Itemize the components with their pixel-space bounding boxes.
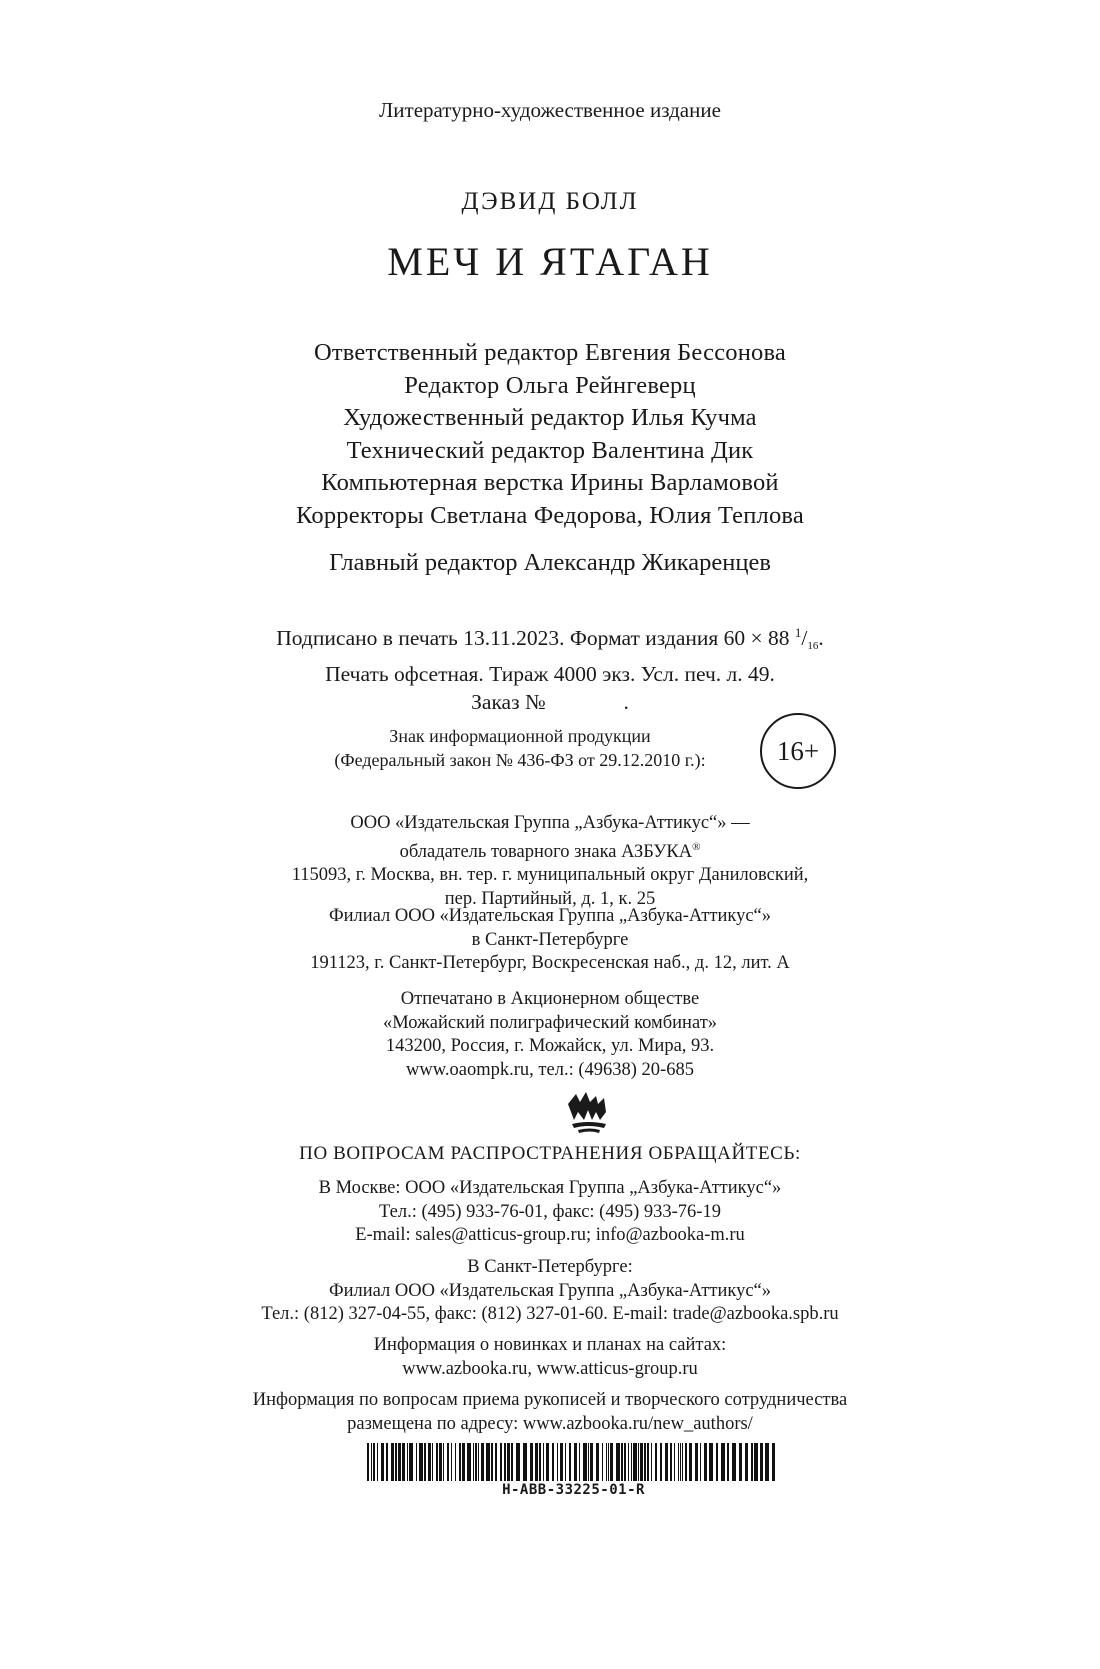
barcode-bar xyxy=(391,1443,394,1481)
branch-block xyxy=(0,905,1100,976)
barcode-bar xyxy=(424,1443,426,1481)
print-format-line: Подписано в печать 13.11.2023. Формат издания 60 × 88 $^1/_{16}$. xyxy=(276,625,824,653)
book-title: МЕЧ И ЯТАГАН xyxy=(387,239,713,284)
barcode-bar xyxy=(660,1443,662,1481)
barcode-bar xyxy=(616,1443,620,1481)
trademark-line xyxy=(0,836,1100,865)
distribution-heading: ПО ВОПРОСАМ РАСПРОСТРАНЕНИЯ ОБРАЩАЙТЕСЬ: xyxy=(299,1143,801,1164)
barcode-bar xyxy=(628,1443,629,1481)
chief-editor: Главный редактор Александр Жикаренцев xyxy=(329,549,771,576)
barcode-bar xyxy=(739,1443,742,1481)
barcode-bar xyxy=(588,1443,589,1481)
barcode-bar xyxy=(606,1443,607,1481)
barcode-bar xyxy=(704,1443,707,1481)
age-rating-badge: 16+ xyxy=(760,713,836,789)
barcode-bar xyxy=(610,1443,613,1481)
branch-city: в Санкт-Петербурге xyxy=(471,929,629,950)
order-label: Заказ № xyxy=(471,690,546,715)
branch-name: Филиал ООО «Издательская Группа „Азбука-Аттикус“» xyxy=(328,906,772,926)
printer-line: Отпечатано в Акционерном обществе xyxy=(400,989,700,1009)
barcode-bar xyxy=(560,1443,563,1481)
moscow-line: В Москве: ООО «Издательская Группа „Азбука-Аттикус“» xyxy=(318,1178,782,1198)
printer-contact: www.oaompk.ru, тел.: (49638) 20-685 xyxy=(406,1059,694,1080)
barcode-bar xyxy=(583,1443,587,1481)
barcode-bar xyxy=(407,1443,408,1481)
barcode-bar xyxy=(557,1443,558,1481)
spb-contact: Тел.: (812) 327-04-55, факс: (812) 327-01-60. E-mail: trade@azbooka.spb.ru xyxy=(261,1304,839,1324)
format-fraction-denominator: 16 xyxy=(807,640,819,653)
barcode-bar xyxy=(516,1443,520,1481)
barcode-bar xyxy=(371,1443,372,1481)
barcode-bar xyxy=(419,1443,423,1481)
barcode-bar xyxy=(665,1443,668,1481)
printer-name: «Можайский полиграфический комбинат» xyxy=(382,1012,718,1033)
barcode-bar xyxy=(398,1443,401,1481)
barcode-bar xyxy=(621,1443,623,1481)
barcode-bar xyxy=(644,1443,646,1481)
barcode-bar xyxy=(436,1443,438,1481)
barcode-bar xyxy=(462,1443,465,1481)
barcode-bar xyxy=(530,1443,533,1481)
barcode-bar xyxy=(535,1443,538,1481)
barcode-bar xyxy=(439,1443,442,1481)
barcode-bar xyxy=(409,1443,413,1481)
credit-line: Технический редактор Валентина Дик xyxy=(346,436,754,464)
barcode-bar xyxy=(596,1443,599,1481)
barcode-bar xyxy=(455,1443,456,1481)
barcode-bar xyxy=(539,1443,541,1481)
barcode-bar xyxy=(491,1443,493,1481)
barcode-bar xyxy=(377,1443,378,1481)
barcode-bar xyxy=(402,1443,405,1481)
barcode-bar xyxy=(727,1443,729,1481)
barcode-bar xyxy=(523,1443,527,1481)
barcode-bar xyxy=(475,1443,477,1481)
barcode-bar xyxy=(590,1443,593,1481)
barcode-bar xyxy=(631,1443,632,1481)
print-info xyxy=(0,619,1100,716)
barcode-bar xyxy=(381,1443,384,1481)
barcode-bar xyxy=(367,1443,369,1481)
barcode-bar xyxy=(745,1443,748,1481)
moscow-phone: Тел.: (495) 933-76-01, факс: (495) 933-76-19 xyxy=(379,1201,721,1222)
credit-line: Компьютерная верстка Ирины Варламовой xyxy=(321,469,779,497)
barcode-bar xyxy=(751,1443,753,1481)
spb-line: В Санкт-Петербурге: xyxy=(467,1257,633,1277)
barcode-bar xyxy=(511,1443,513,1481)
printer-block xyxy=(0,988,1100,1082)
spb-branch: Филиал ООО «Издательская Группа „Азбука-Аттикус“» xyxy=(328,1280,772,1301)
distribution-spb xyxy=(0,1256,1100,1327)
barcode-bar xyxy=(543,1443,544,1481)
barcode-bar xyxy=(682,1443,683,1481)
barcode-bar xyxy=(760,1443,763,1481)
barcode-bar xyxy=(386,1443,388,1481)
barcode-bar xyxy=(500,1443,502,1481)
sites-line: Информация о новинках и планах на сайтах: xyxy=(373,1335,727,1355)
barcode-bar xyxy=(716,1443,718,1481)
order-end: . xyxy=(623,690,629,715)
barcode-bar xyxy=(678,1443,679,1481)
barcode-bar xyxy=(655,1443,657,1481)
sites-info xyxy=(0,1334,1100,1381)
barcode-bar xyxy=(467,1443,471,1481)
print-format-text: Подписано в печать 13.11.2023. Формат издания 60 × 88 xyxy=(276,626,790,651)
branch-address: 191123, г. Санкт-Петербург, Воскресенская наб., д. 12, лит. А xyxy=(310,953,790,973)
distribution-moscow xyxy=(0,1177,1100,1248)
credit-line: Художественный редактор Илья Кучма xyxy=(343,404,757,432)
barcode-bar xyxy=(640,1443,643,1481)
barcode-bar xyxy=(624,1443,626,1481)
barcode-bar xyxy=(447,1443,449,1481)
barcode-bar xyxy=(651,1443,652,1481)
info-sign-text xyxy=(300,724,740,772)
manuscripts-line: Информация по вопросам приема рукописей и творческого сотрудничества xyxy=(252,1390,848,1410)
barcode-bar xyxy=(680,1443,681,1481)
barcode-label: H-ABB-33225-01-R xyxy=(502,1482,645,1498)
barcode-bar xyxy=(709,1443,713,1481)
credits-list xyxy=(0,337,1100,533)
publisher-address: 115093, г. Москва, вн. тер. г. муниципальный округ Даниловский, xyxy=(291,865,809,886)
barcode-bar xyxy=(451,1443,452,1481)
barcode-bar xyxy=(700,1443,701,1481)
barcode-bar xyxy=(473,1443,474,1481)
manuscripts-url: размещена по адресу: www.azbooka.ru/new_authors/ xyxy=(347,1413,753,1434)
publisher-address-2: пер. Партийный, д. 1, к. 25 xyxy=(444,888,656,909)
barcode-bar xyxy=(443,1443,444,1481)
credit-line: Корректоры Светлана Федорова, Юлия Теплова xyxy=(296,501,804,529)
trademark-text: обладатель товарного знака АЗБУКА xyxy=(399,841,693,862)
info-sign-line: Знак информационной продукции xyxy=(389,726,651,746)
moscow-email: E-mail: sales@atticus-group.ru; info@azbooka-m.ru xyxy=(355,1225,745,1245)
barcode-bar xyxy=(507,1443,510,1481)
barcode-bar xyxy=(608,1443,609,1481)
barcode-bar xyxy=(428,1443,431,1481)
genre-label: Литературно-художественное издание xyxy=(379,98,721,122)
barcode-bar xyxy=(486,1443,490,1481)
barcode-bar xyxy=(432,1443,433,1481)
barcode-bar xyxy=(685,1443,687,1481)
barcode-bar xyxy=(670,1443,672,1481)
publisher-block xyxy=(0,812,1100,911)
barcode-bar xyxy=(478,1443,479,1481)
barcode-bar xyxy=(569,1443,571,1481)
barcode-bar xyxy=(765,1443,769,1481)
barcode-bar xyxy=(481,1443,484,1481)
barcode-bar xyxy=(416,1443,417,1481)
barcode-bar xyxy=(552,1443,554,1481)
credit-line: Редактор Ольга Рейнгеверц xyxy=(404,371,696,399)
sites-urls: www.azbooka.ru, www.atticus-group.ru xyxy=(402,1358,698,1379)
barcode-bar xyxy=(695,1443,698,1481)
barcode-bar xyxy=(373,1443,375,1481)
barcode-bar xyxy=(754,1443,758,1481)
barcode-bar xyxy=(579,1443,580,1481)
barcode-bar xyxy=(565,1443,566,1481)
barcode-bar xyxy=(633,1443,637,1481)
manuscripts-info xyxy=(0,1389,1100,1436)
order-line xyxy=(0,688,1100,716)
barcode-bar xyxy=(459,1443,461,1481)
barcode-bar xyxy=(689,1443,692,1481)
author-name: ДЭВИД БОЛЛ xyxy=(461,188,639,215)
barcode-bar xyxy=(674,1443,675,1481)
barcode-bar xyxy=(772,1443,775,1481)
credit-line: Ответственный редактор Евгения Бессонова xyxy=(313,339,787,366)
barcode-bar xyxy=(495,1443,497,1481)
info-sign-law: (Федеральный закон № 436-ФЗ от 29.12.2010 г.): xyxy=(334,750,706,770)
barcode-bar xyxy=(721,1443,725,1481)
publisher-name: ООО «Издательская Группа „Азбука-Аттикус“» — xyxy=(350,813,750,833)
format-fraction-numerator: 1 xyxy=(794,625,802,640)
barcode-bar xyxy=(732,1443,736,1481)
barcode-bar xyxy=(395,1443,397,1481)
barcode xyxy=(367,1443,780,1481)
barcode-bar xyxy=(504,1443,506,1481)
barcode-bar xyxy=(574,1443,577,1481)
registered-mark: ® xyxy=(692,840,701,853)
printer-address: 143200, Россия, г. Можайск, ул. Мира, 93. xyxy=(385,1036,715,1056)
azbuka-crown-icon xyxy=(566,1090,610,1136)
barcode-bar xyxy=(647,1443,649,1481)
barcode-bar xyxy=(638,1443,639,1481)
print-run-line: Печать офсетная. Тираж 4000 экз. Усл. печ. л. 49. xyxy=(325,662,775,687)
barcode-bar xyxy=(546,1443,549,1481)
barcode-bar xyxy=(602,1443,603,1481)
